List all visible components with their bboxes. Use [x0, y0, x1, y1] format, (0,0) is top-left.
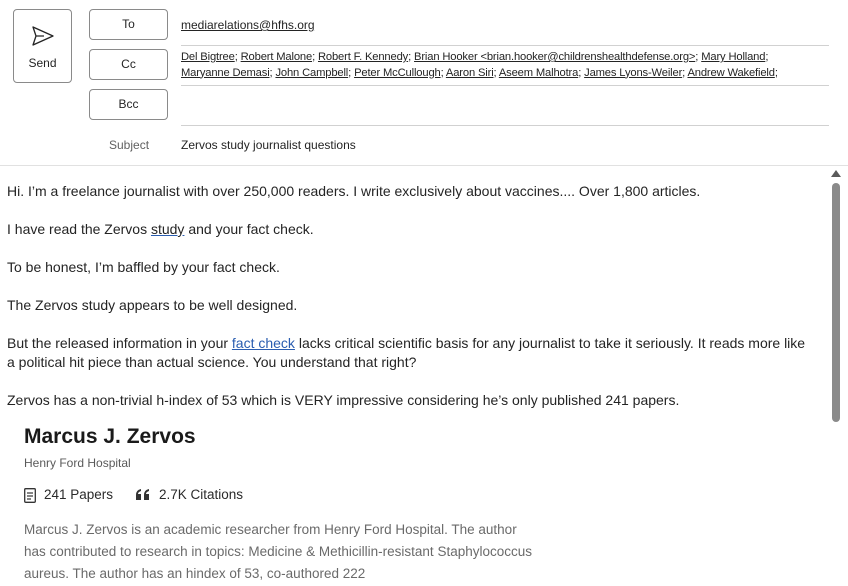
body-paragraph: Zervos has a non-trivial h-index of 53 which is VERY impressive considering he’s only published 241 papers.: [7, 392, 680, 408]
body-paragraph: [7, 220, 807, 239]
chevron-up-icon[interactable]: [831, 170, 841, 177]
to-recipient[interactable]: mediarelations@hfhs.org: [181, 18, 315, 32]
papers-count: 241 Papers: [44, 487, 114, 502]
quote-icon: [136, 489, 151, 501]
send-icon: [31, 24, 55, 48]
body-paragraph: To be honest, I’m baffled by your fact check.: [7, 259, 280, 275]
send-label: Send: [28, 56, 57, 70]
cc-recipient[interactable]: Robert F. Kennedy: [317, 51, 409, 63]
body-text: But the released information in your: [7, 335, 232, 351]
profile-bio: Marcus J. Zervos is an academic researcher from Henry Ford Hospital. The author has contributed to research in topics: Medicine & Methicillin-resistant Staphylococcus aureus. The author has an hindex of 53, co-authored 222: [24, 522, 532, 581]
cc-recipient[interactable]: James Lyons-Weiler: [584, 66, 683, 79]
body-paragraph: [7, 334, 807, 372]
cc-recipient[interactable]: Del Bigtree: [181, 51, 235, 63]
profile-affiliation: Henry Ford Hospital: [24, 456, 131, 470]
scrollbar-thumb[interactable]: [832, 183, 840, 422]
cc-recipient[interactable]: Peter McCullough: [354, 66, 441, 79]
to-button[interactable]: To: [89, 9, 168, 40]
document-icon: [24, 488, 36, 503]
cc-recipient[interactable]: Robert Malone: [240, 51, 313, 63]
subject-label: Subject: [109, 138, 150, 152]
cc-recipient[interactable]: Andrew Wakefield: [687, 66, 775, 79]
body-text: and your fact check.: [184, 221, 314, 237]
send-button[interactable]: [13, 9, 72, 83]
body-paragraph: The Zervos study appears to be well designed.: [7, 297, 298, 313]
cc-recipient[interactable]: John Campbell: [275, 66, 349, 79]
compose-header: [0, 0, 848, 166]
cc-field[interactable]: Del Bigtree; Robert Malone; Robert F. Kennedy; Brian Hooker <brian.hooker@childrenshealthdefense.org>; Mary Holland; Maryanne Demasi; John Campbell; Peter McCullough; Aaron Siri; Aseem Malhotra; James Lyons-Weiler; Andrew Wakefield;: [181, 51, 778, 79]
cc-field-divider: [181, 85, 829, 86]
bcc-field-divider: [181, 125, 829, 126]
citations-count: 2.7K Citations: [159, 487, 244, 502]
fact-check-link[interactable]: fact check: [231, 335, 295, 351]
profile-name: Marcus J. Zervos: [24, 425, 196, 448]
cc-recipient[interactable]: Brian Hooker <brian.hooker@childrenshealthdefense.org>: [414, 51, 696, 63]
message-body[interactable]: [0, 166, 828, 586]
body-text: I have read the Zervos: [7, 221, 151, 237]
body-text: lacks critical scientific basis for any journalist to take it seriously. It reads more like a political hit piece than actual science. You understand that right?: [7, 335, 806, 370]
body-paragraph: Hi. I’m a freelance journalist with over 250,000 readers. I write exclusively about vaccines.... Over 1,800 articles.: [7, 183, 701, 199]
subject-input[interactable]: Zervos study journalist questions: [181, 138, 356, 152]
bcc-button[interactable]: Bcc: [89, 89, 168, 120]
to-field-divider: [181, 45, 829, 46]
cc-recipient[interactable]: Aaron Siri: [445, 66, 494, 79]
cc-recipient[interactable]: Aseem Malhotra: [498, 66, 579, 79]
cc-recipient[interactable]: Maryanne Demasi: [181, 66, 270, 79]
cc-recipient[interactable]: Mary Holland: [701, 51, 766, 63]
study-link[interactable]: study: [150, 221, 185, 237]
cc-button[interactable]: Cc: [89, 49, 168, 80]
